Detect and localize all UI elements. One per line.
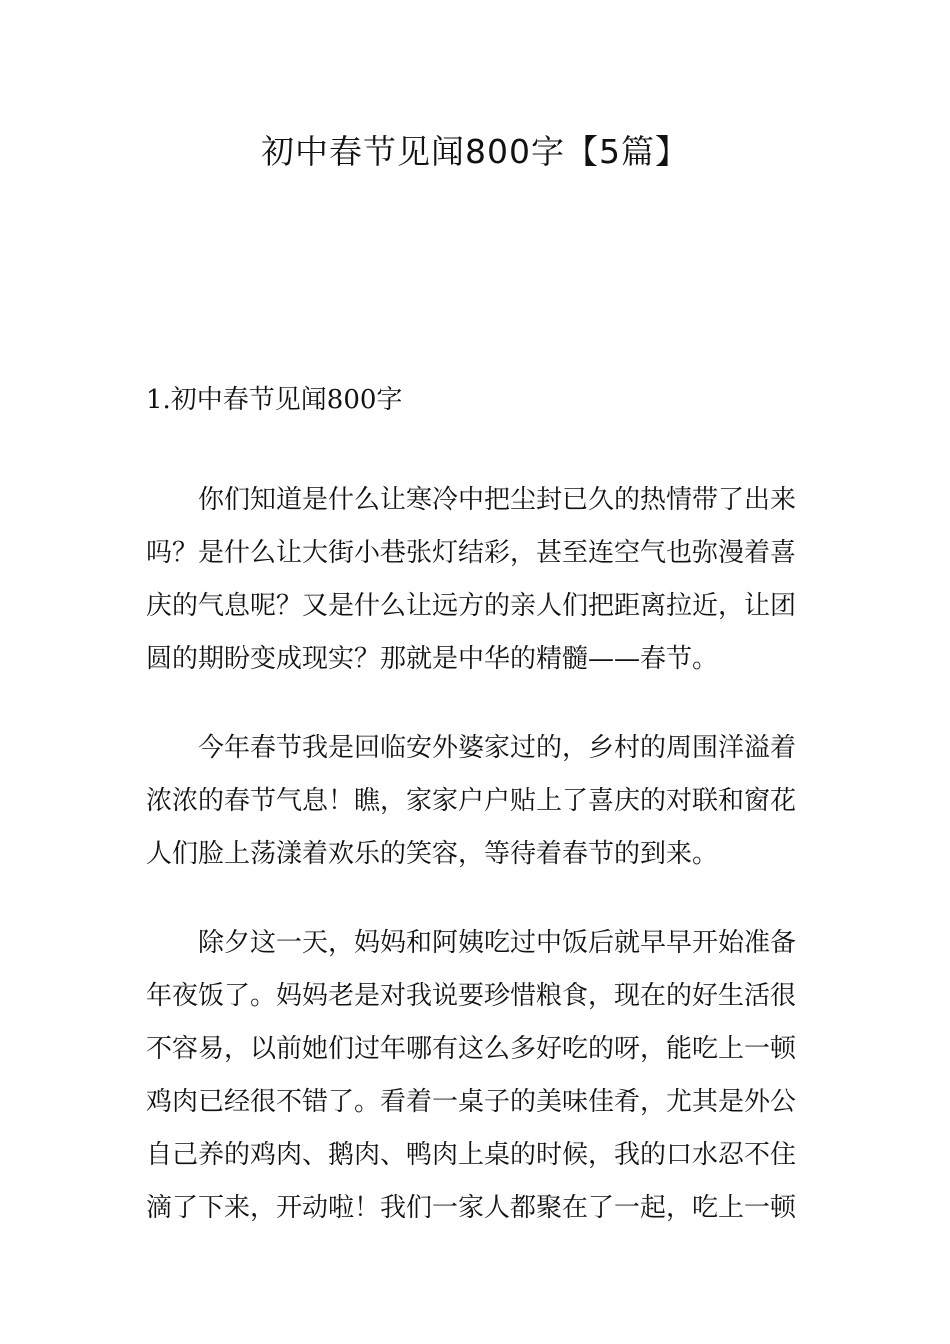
paragraph-line: 除夕这一天，妈妈和阿姨吃过中饭后就早早开始准备: [198, 928, 797, 958]
paragraph-line: 年夜饭了。妈妈老是对我说要珍惜粮食，现在的好生活很: [146, 981, 797, 1011]
paragraph-line: 圆的期盼变成现实？那就是中华的精髓——春节。: [146, 644, 719, 674]
paragraph-line: 自己养的鸡肉、鹅肉、鸭肉上桌的时候，我的口水忍不住: [146, 1140, 797, 1170]
paragraph-line: 庆的气息呢？又是什么让远方的亲人们把距离拉近，让团: [146, 591, 797, 621]
paragraph-2: [146, 722, 796, 881]
paragraph-line: 今年春节我是回临安外婆家过的，乡村的周围洋溢着: [198, 733, 797, 763]
paragraph-line: 你们知道是什么让寒冷中把尘封已久的热情带了出来: [198, 485, 797, 515]
paragraph-line: 鸡肉已经很不错了。看着一桌子的美味佳肴，尤其是外公: [146, 1087, 797, 1117]
section-heading: 1.初中春节见闻800字: [146, 385, 403, 415]
paragraph-3: [146, 917, 796, 1235]
paragraph-line: 滴了下来，开动啦！我们一家人都聚在了一起，吃上一顿: [146, 1193, 797, 1223]
paragraph-line: 浓浓的春节气息！瞧，家家户户贴上了喜庆的对联和窗花: [146, 786, 797, 816]
paragraph-1: [146, 474, 796, 686]
document-title: 初中春节见闻800字【5篇】: [261, 132, 689, 171]
paragraph-line: 不容易，以前她们过年哪有这么多好吃的呀，能吃上一顿: [146, 1034, 797, 1064]
paragraph-line: 吗？是什么让大街小巷张灯结彩，甚至连空气也弥漫着喜: [146, 538, 797, 568]
paragraph-line: 人们脸上荡漾着欢乐的笑容，等待着春节的到来。: [146, 839, 719, 869]
